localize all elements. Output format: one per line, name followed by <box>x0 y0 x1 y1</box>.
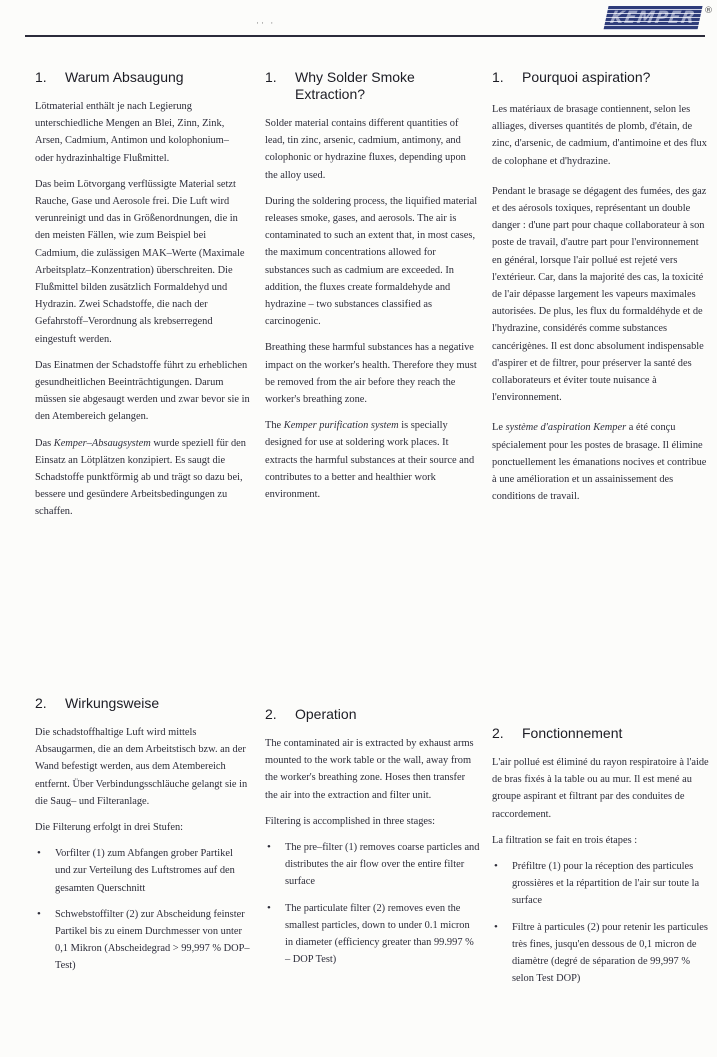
list-item: • Filtre à particules (2) pour retenir les particules très fines, jusqu'en dessous de 0,1 micron de diamètre (degré de séparation de 99,997 % selon Test DOP) <box>492 919 710 988</box>
section-title: Why Solder Smoke Extraction? <box>295 69 415 102</box>
paragraph: Das beim Lötvorgang verflüssigte Material setzt Rauche, Gase und Aerosole frei. Die Luft wird verunreinigt und das in Größenordnungen, die in den meisten Fällen, wie zum Beispiel bei Cadmium, die zulässigen MAK–Werte (Maximale Arbeitsplatz–Konzentration) überschreiten. Die Flußmittel bilden zusätzlich Formaldehyd und Hydrazin. Zwei Schadstoffe, die nach der Gefahrstoff–Verordnung als krebserregend eingestuft werden. <box>35 178 245 345</box>
text: The <box>265 420 284 432</box>
section-number: 2. <box>265 706 277 722</box>
list-item: • The particulate filter (2) removes even the smallest particles, down to under 0.1 micron in diameter (efficiency greater than 99.997 % – DOP Test) <box>265 900 480 969</box>
paragraph: L'air pollué est éliminé du rayon respiratoire à l'aide de bras fixés à la table ou au mur. Il est mené au groupe aspirant et filtrant par des conduites de raccordement. <box>492 757 709 820</box>
text: wurde speziell für den Einsatz an Lötplätzen konzipiert. Es saugt die Schadstoffe punktförmig ab und trägt so dazu bei, bessere und gesündere Arbeitsbedingungen zu schaffen. <box>35 437 246 518</box>
section-heading <box>265 706 480 723</box>
section-heading <box>492 725 710 742</box>
section-number: 2. <box>35 695 47 711</box>
section-number: 1. <box>265 69 277 85</box>
registered-mark: ® <box>704 6 713 16</box>
text: Le <box>492 422 506 434</box>
section-number: 1. <box>492 69 504 85</box>
paragraph <box>492 419 710 505</box>
section-number: 1. <box>35 69 47 85</box>
text: is specially designed for use at soldering work places. It extracts the harmful substances at their source and contributes to a better and healthier work environment. <box>265 420 475 501</box>
list-item: • Préfiltre (1) pour la réception des particules grossières et la répartition de l'air sur toute la surface <box>492 858 710 910</box>
filter-stage-list <box>492 858 710 987</box>
section-fr-2 <box>492 725 710 996</box>
paragraph: The contaminated air is extracted by exhaust arms mounted to the work table or the wall, away from the worker's breathing zone. Hoses then transfer the air into the extraction and filter unit. <box>265 738 474 801</box>
paragraph: Filtering is accomplished in three stages: <box>265 815 435 827</box>
filter-stage-list <box>265 839 480 968</box>
paragraph: During the soldering process, the liquified material releases smoke, gases, and aerosols. The air is contaminated to such an extent that, in most cases, the maximum concentrations allowed for substances such as cadmium are exceeded. In addition, the fluxes create formaldehyde and hydrazine – two substances classified as carcinogenic. <box>265 195 478 328</box>
section-fr-1 <box>492 69 710 514</box>
paragraph: Solder material contains different quantities of lead, tin zinc, arsenic, cadmium, antimony, and colophonic or hydrazine fluxes, depending upon the alloy used. <box>265 118 466 181</box>
header-rule <box>25 35 705 37</box>
kemper-logo <box>603 6 702 30</box>
paragraph <box>265 417 480 503</box>
section-de-1 <box>35 69 250 530</box>
paragraph: Lötmaterial enthält je nach Legierung unterschiedliche Mengen an Blei, Zinn, Zink, Arsen, Cadmium, Antimon und kolophonium– oder hydrazinhaltige Flußmittel. <box>35 101 229 164</box>
list-item: • The pre–filter (1) removes coarse particles and distributes the air flow over the entire filter surface <box>265 839 480 891</box>
section-title: Wirkungsweise <box>65 695 160 711</box>
section-de-2 <box>35 695 250 984</box>
emphasis: Kemper purification system <box>283 420 399 432</box>
logo-text: KEMPER <box>608 8 698 28</box>
section-title: Operation <box>295 706 357 722</box>
paragraph: Das Einatmen der Schadstoffe führt zu erheblichen gesundheitlichen Beeinträchtigungen. Darum müssen sie abgesaugt werden und zwar bevor sie in den Atembereich gelangen. <box>35 359 250 423</box>
section-heading <box>35 695 250 712</box>
section-en-1 <box>265 69 480 512</box>
list-item: • Schwebstoffilter (2) zur Abscheidung feinster Partikel bis zu einem Durchmesser von unter 0,1 Mikron (Abscheidegrad > 99,997 % DOP–Test) <box>35 906 250 975</box>
emphasis: système d'aspiration Kemper <box>505 422 627 434</box>
emphasis: Kemper–Absaugsystem <box>53 437 151 449</box>
header-mark: ·· · <box>256 18 276 28</box>
list-item: • Vorfilter (1) zum Abfangen grober Partikel und zur Verteilung des Luftstromes auf den gesamten Querschnitt <box>35 845 250 897</box>
text: Das <box>35 437 54 449</box>
paragraph: Breathing these harmful substances has a negative impact on the worker's health. Therefore they must be removed from the air before they reach the worker's breathing zone. <box>265 342 477 406</box>
paragraph <box>35 435 250 521</box>
section-en-2 <box>265 706 480 977</box>
section-title: Pourquoi aspiration? <box>522 69 651 85</box>
paragraph: Die schadstoffhaltige Luft wird mittels Absaugarmen, die an dem Arbeitstisch bzw. an der Wand befestigt werden, aus dem Atembereich entfernt. Über Verbindungsschläuche gelangt sie in die Saug– und Filteranlage. <box>35 727 248 807</box>
section-title: Fonctionnement <box>522 725 623 741</box>
filter-stage-list <box>35 845 250 974</box>
section-title: Warum Absaugung <box>65 69 184 85</box>
paragraph: Les matériaux de brasage contiennent, selon les alliages, diverses quantités de plomb, d'étain, de zinc, d'arsenic, de cadmium, d'antimoine et des flux de colophane et d'hydrazine. <box>492 104 707 167</box>
text: a été conçu spécialement pour les postes de brasage. Il élimine ponctuellement les émanations nocives et contribue à une amélioration et un assainissement des conditions de travail. <box>492 422 707 503</box>
section-heading <box>265 69 480 103</box>
paragraph: Pendant le brasage se dégagent des fumées, des gaz et des aérosols toxiques, représentant un double danger : d'une part pour chaque collaborateur à son poste de travail, d'autre part pour l'environnement en général, lorsque l'air pollué est rejeté vers l'extérieur. Car, dans la majorité des cas, la toxicité de l'air dépasse largement les vapeurs maximales autorisées. De plus, les flux du formaldéhyde et de l'hydrazine, considérés comme substances cancérigènes. Il est donc absolument indispensable d'aspirer et de filtrer, pour préserver la santé des collaborateurs et éviter toute nuisance à l'environnement. <box>492 185 707 404</box>
section-heading <box>492 69 710 86</box>
paragraph: Die Filterung erfolgt in drei Stufen: <box>35 822 184 834</box>
paragraph: La filtration se fait en trois étapes : <box>492 834 638 846</box>
section-number: 2. <box>492 725 504 741</box>
section-heading <box>35 69 250 86</box>
